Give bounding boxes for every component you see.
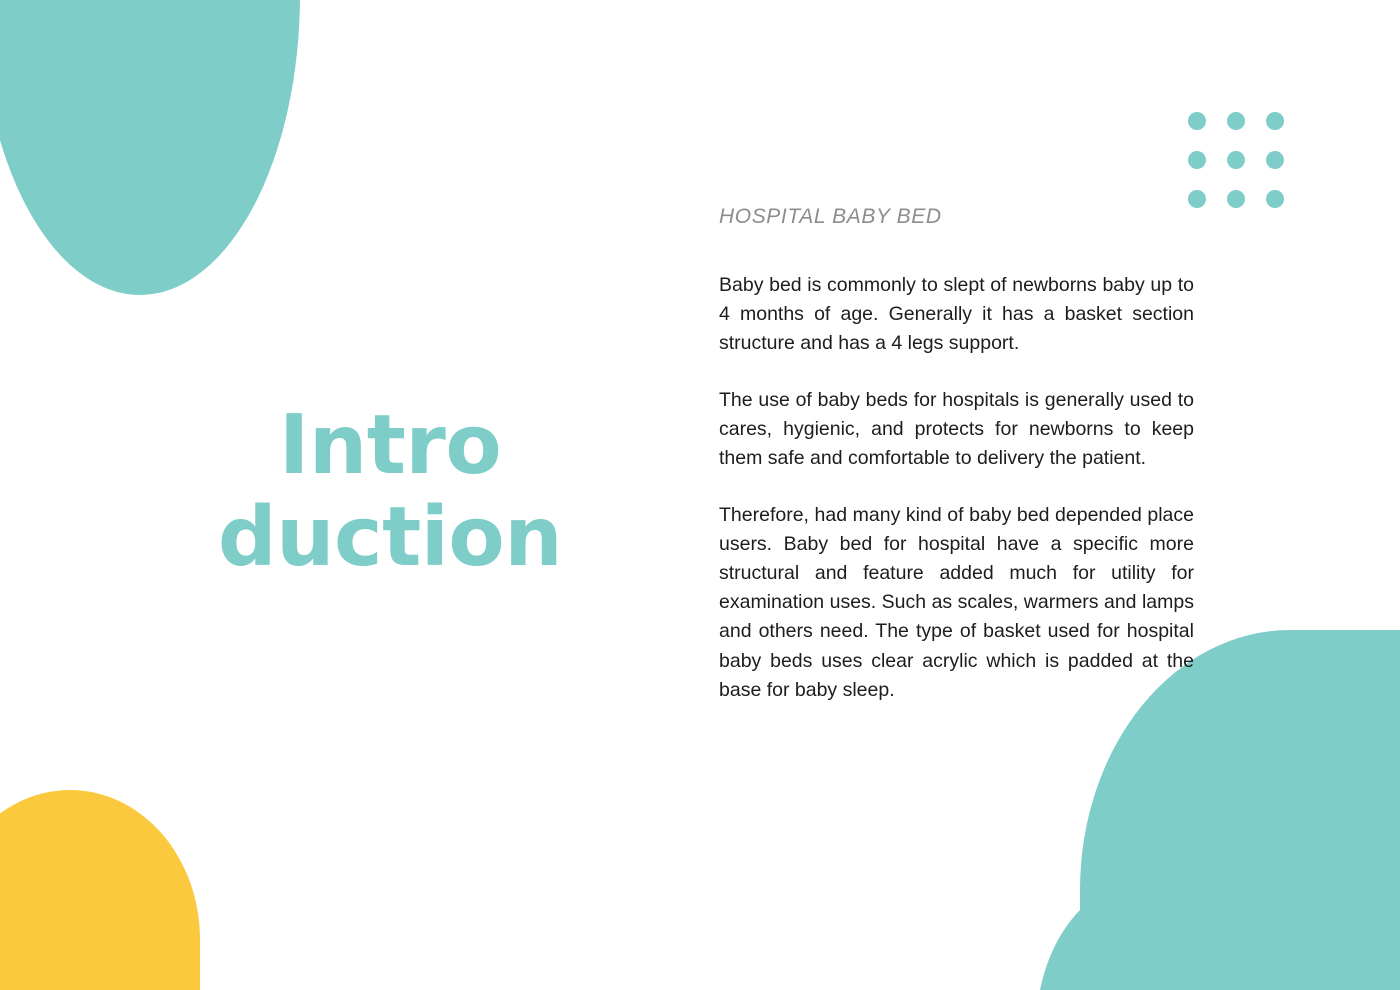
- dot-icon: [1227, 151, 1245, 169]
- body-paragraph-3: Therefore, had many kind of baby bed depended place users. Baby bed for hospital have a specific more structural and feature added much for utility for examination uses. Such as scales, warmers and lamps and others need. The type of basket used for hospital baby beds uses clear acrylic which is padded at the base for baby sleep.: [719, 504, 1194, 701]
- dot-icon: [1266, 190, 1284, 208]
- section-eyebrow-label: HOSPITAL BABY BED: [719, 205, 942, 228]
- body-paragraph-2: The use of baby beds for hospitals is generally used to cares, hygienic, and protects for newborns to keep them safe and comfortable to delivery the patient.: [719, 389, 1194, 470]
- dot-icon: [1266, 151, 1284, 169]
- page-title: [150, 400, 630, 584]
- dot-grid-decoration: [1188, 112, 1284, 208]
- decorative-blob-bottom-left: [0, 790, 200, 990]
- dot-icon: [1227, 112, 1245, 130]
- dot-icon: [1266, 112, 1284, 130]
- dot-icon: [1188, 151, 1206, 169]
- dot-icon: [1227, 190, 1245, 208]
- dot-icon: [1188, 112, 1206, 130]
- page-title-line-1: Intro: [278, 398, 502, 493]
- decorative-blob-top-left: [0, 0, 300, 295]
- body-paragraph-1: Baby bed is commonly to slept of newborns baby up to 4 months of age. Generally it has a basket section structure and has a 4 legs support.: [719, 274, 1194, 355]
- content-column: [719, 205, 1194, 705]
- page-title-line-2: duction: [217, 489, 563, 585]
